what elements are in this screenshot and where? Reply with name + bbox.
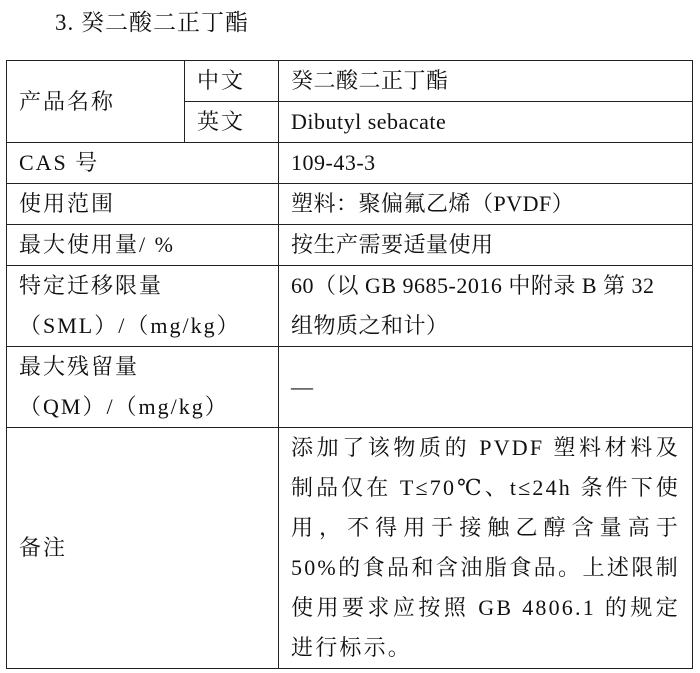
substance-spec-table (6, 60, 693, 669)
max-usage-value: 按生产需要适量使用 (279, 225, 693, 266)
table-row (7, 184, 693, 225)
product-name-label: 产品名称 (7, 61, 185, 143)
chinese-name-value: 癸二酸二正丁酯 (279, 61, 693, 102)
table-row (7, 61, 693, 102)
english-name-label: 英文 (185, 102, 279, 143)
chinese-name-label: 中文 (185, 61, 279, 102)
table-row (7, 347, 693, 428)
sml-label: 特定迁移限量 （SML）/（mg/kg） (7, 266, 279, 347)
sml-value: 60（以 GB 9685-2016 中附录 B 第 32 组物质之和计） (279, 266, 693, 347)
table-row (7, 428, 693, 669)
qm-label: 最大残留量 （QM）/（mg/kg） (7, 347, 279, 428)
scope-label: 使用范围 (7, 184, 279, 225)
english-name-value: Dibutyl sebacate (279, 102, 693, 143)
section-heading: 3. 癸二酸二正丁酯 (55, 10, 249, 35)
table-row (7, 266, 693, 347)
table-row (7, 225, 693, 266)
notes-label: 备注 (7, 428, 279, 669)
max-usage-label: 最大使用量/ % (7, 225, 279, 266)
cas-value: 109-43-3 (279, 143, 693, 184)
cas-label: CAS 号 (7, 143, 279, 184)
table-row (7, 143, 693, 184)
scope-value: 塑料：聚偏氟乙烯（PVDF） (279, 184, 693, 225)
qm-value: — (279, 347, 693, 428)
notes-value: 添加了该物质的 PVDF 塑料材料及制品仅在 T≤70℃、t≤24h 条件下使用，不得用于接触乙醇含量高于 50%的食品和含油脂食品。上述限制使用要求应按照 GB 4806.1 的规定进行标示。 (279, 428, 693, 669)
